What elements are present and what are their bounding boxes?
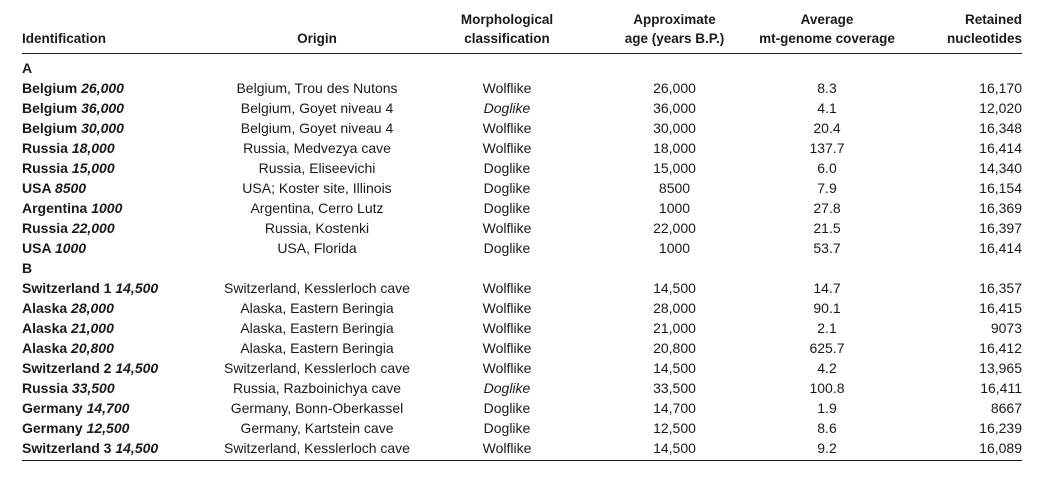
nucleotides-cell: 16,170 — [979, 80, 1022, 96]
origin-cell: Belgium, Goyet niveau 4 — [240, 120, 394, 136]
coverage-cell: 4.1 — [817, 100, 837, 116]
age-cell: 14,500 — [653, 280, 696, 296]
morphology-cell: Wolflike — [482, 280, 532, 296]
morphology-cell: Doglike — [483, 200, 531, 216]
identification-cell — [22, 238, 222, 258]
identification-cell — [22, 118, 222, 138]
table-row — [22, 198, 1022, 218]
table-row — [22, 218, 1022, 238]
nucleotides-cell: 16,089 — [907, 438, 1022, 461]
age-cell: 14,500 — [653, 360, 696, 376]
table-row — [22, 438, 1022, 461]
identification-cell — [22, 358, 222, 378]
identification-age: 30,000 — [81, 120, 124, 136]
identification-place: Russia — [22, 380, 68, 396]
table-body — [22, 54, 1022, 461]
identification-cell — [22, 378, 222, 398]
identification-place: Germany — [22, 400, 83, 416]
nucleotides-cell: 16,154 — [979, 180, 1022, 196]
identification-age: 14,700 — [86, 400, 130, 416]
morphology-cell: Doglike — [483, 180, 531, 196]
identification-cell — [22, 78, 222, 98]
identification-place: Germany — [22, 420, 83, 436]
origin-cell: Germany, Kartstein cave — [240, 420, 394, 436]
origin-cell: Germany, Bonn-Oberkassel — [230, 400, 404, 416]
identification-cell — [22, 178, 222, 198]
table-row — [22, 178, 1022, 198]
origin-cell: Russia, Kostenki — [264, 220, 370, 236]
age-cell: 1000 — [658, 240, 691, 256]
header-row — [22, 8, 1022, 54]
age-cell: 28,000 — [653, 300, 696, 316]
identification-age: 21,000 — [71, 320, 114, 336]
age-cell: 21,000 — [653, 320, 696, 336]
identification-place: USA — [22, 240, 52, 256]
origin-cell: Switzerland, Kesslerloch cave — [222, 438, 412, 461]
morphology-cell: Wolflike — [412, 438, 602, 461]
identification-age: 14,500 — [115, 440, 159, 456]
nucleotides-cell: 16,412 — [979, 340, 1022, 356]
table-row — [22, 298, 1022, 318]
coverage-cell: 8.6 — [817, 420, 837, 436]
identification-place: Belgium — [22, 120, 78, 136]
origin-cell: Alaska, Eastern Beringia — [240, 340, 394, 356]
coverage-cell: 21.5 — [813, 220, 841, 236]
nucleotides-cell: 16,369 — [979, 200, 1022, 216]
identification-place: Switzerland 2 — [22, 360, 112, 376]
nucleotides-cell: 13,965 — [979, 360, 1022, 376]
identification-place: Alaska — [22, 300, 68, 316]
table-row — [22, 398, 1022, 418]
origin-cell: Alaska, Eastern Beringia — [240, 320, 394, 336]
identification-place: Switzerland 3 — [22, 440, 112, 456]
origin-cell: USA, Florida — [277, 240, 357, 256]
nucleotides-cell: 16,414 — [979, 140, 1022, 156]
section-row — [22, 54, 1022, 79]
header-identification: Identification — [22, 8, 222, 54]
nucleotides-cell: 14,340 — [979, 160, 1022, 176]
origin-cell: Switzerland, Kesslerloch cave — [224, 280, 410, 296]
coverage-cell: 137.7 — [809, 140, 845, 156]
age-cell: 8500 — [658, 180, 691, 196]
coverage-cell: 20.4 — [813, 120, 841, 136]
table-row — [22, 338, 1022, 358]
identification-age: 18,000 — [71, 140, 115, 156]
section-label: B — [22, 260, 33, 276]
morphology-cell: Wolflike — [482, 140, 532, 156]
nucleotides-cell: 16,411 — [980, 380, 1022, 396]
origin-cell: Belgium, Trou des Nutons — [236, 80, 398, 96]
identification-cell — [22, 138, 222, 158]
coverage-cell: 7.9 — [817, 180, 837, 196]
data-table-container — [22, 8, 1022, 461]
identification-place: Belgium — [22, 100, 78, 116]
coverage-cell: 625.7 — [809, 340, 845, 356]
table-header — [22, 8, 1022, 54]
identification-cell — [22, 398, 222, 418]
origin-cell: Russia, Razboinichya cave — [232, 380, 402, 396]
samples-table — [22, 8, 1022, 461]
coverage-cell: 27.8 — [813, 200, 841, 216]
identification-age: 15,000 — [71, 160, 115, 176]
section-label: A — [22, 60, 33, 76]
identification-place: Alaska — [22, 320, 68, 336]
morphology-cell: Wolflike — [482, 220, 532, 236]
section-row — [22, 258, 1022, 278]
identification-cell — [22, 198, 222, 218]
table-row — [22, 238, 1022, 258]
morphology-cell: Doglike — [483, 240, 531, 256]
coverage-cell: 2.1 — [817, 320, 837, 336]
morphology-cell: Wolflike — [482, 360, 532, 376]
coverage-cell: 100.8 — [809, 380, 845, 396]
identification-age: 22,000 — [71, 220, 115, 236]
identification-cell — [22, 278, 222, 298]
age-cell: 18,000 — [653, 140, 696, 156]
morphology-cell: Doglike — [483, 160, 531, 176]
identification-cell — [22, 98, 222, 118]
coverage-cell: 9.2 — [747, 438, 907, 461]
identification-age: 8500 — [54, 180, 87, 196]
identification-age: 1000 — [91, 200, 123, 216]
origin-cell: Belgium, Goyet niveau 4 — [240, 100, 394, 116]
morphology-cell: Wolflike — [482, 320, 532, 336]
table-row — [22, 138, 1022, 158]
coverage-cell: 90.1 — [813, 300, 841, 316]
header-average-coverage: Average mt-genome coverage — [747, 8, 907, 54]
identification-place: Russia — [22, 220, 68, 236]
identification-cell — [22, 298, 222, 318]
nucleotides-cell: 16,357 — [979, 280, 1022, 296]
identification-place: USA — [22, 180, 52, 196]
table-row — [22, 358, 1022, 378]
table-row — [22, 158, 1022, 178]
age-cell: 26,000 — [653, 80, 696, 96]
age-cell: 30,000 — [653, 120, 696, 136]
table-row — [22, 98, 1022, 118]
morphology-cell: Wolflike — [482, 300, 532, 316]
identification-age: 12,500 — [86, 420, 130, 436]
identification-age: 14,500 — [115, 280, 159, 296]
nucleotides-cell: 16,348 — [979, 120, 1022, 136]
nucleotides-cell: 8667 — [990, 400, 1022, 416]
identification-cell — [22, 158, 222, 178]
identification-place: Belgium — [22, 80, 78, 96]
age-cell: 20,800 — [653, 340, 696, 356]
table-row — [22, 378, 1022, 398]
coverage-cell: 8.3 — [817, 80, 837, 96]
identification-cell — [22, 218, 222, 238]
identification-cell — [22, 438, 222, 461]
age-cell: 36,000 — [653, 100, 696, 116]
age-cell: 1000 — [658, 200, 691, 216]
morphology-cell: Doglike — [483, 400, 531, 416]
origin-cell: USA; Koster site, Illinois — [242, 180, 392, 196]
nucleotides-cell: 16,414 — [979, 240, 1022, 256]
coverage-cell: 4.2 — [817, 360, 837, 376]
identification-place: Alaska — [22, 340, 68, 356]
nucleotides-cell: 16,397 — [979, 220, 1022, 236]
identification-age: 1000 — [54, 240, 87, 256]
table-row — [22, 278, 1022, 298]
morphology-cell: Doglike — [483, 100, 531, 116]
morphology-cell: Doglike — [483, 380, 531, 396]
header-retained-nucleotides: Retained nucleotides — [907, 8, 1022, 54]
identification-age: 28,000 — [71, 300, 114, 316]
coverage-cell: 14.7 — [813, 280, 841, 296]
identification-cell — [22, 318, 222, 338]
origin-cell: Russia, Medvezya cave — [243, 140, 391, 156]
age-cell: 12,500 — [653, 420, 696, 436]
header-morphological-classification: Morphological classification — [412, 8, 602, 54]
header-origin: Origin — [222, 8, 412, 54]
identification-age: 26,000 — [81, 80, 124, 96]
identification-place: Russia — [22, 140, 68, 156]
header-approximate-age: Approximate age (years B.P.) — [602, 8, 747, 54]
origin-cell: Argentina, Cerro Lutz — [250, 200, 384, 216]
origin-cell: Russia, Eliseevichi — [258, 160, 376, 176]
table-row — [22, 118, 1022, 138]
identification-age: 20,800 — [71, 340, 114, 356]
age-cell: 14,700 — [653, 400, 696, 416]
origin-cell: Alaska, Eastern Beringia — [240, 300, 394, 316]
age-cell: 22,000 — [653, 220, 696, 236]
table-row — [22, 78, 1022, 98]
coverage-cell: 1.9 — [817, 400, 837, 416]
nucleotides-cell: 16,415 — [979, 300, 1022, 316]
identification-place: Russia — [22, 160, 68, 176]
identification-cell — [22, 338, 222, 358]
identification-place: Argentina — [22, 200, 88, 216]
nucleotides-cell: 9073 — [990, 320, 1022, 336]
identification-place: Switzerland 1 — [22, 280, 112, 296]
nucleotides-cell: 16,239 — [979, 420, 1022, 436]
coverage-cell: 6.0 — [817, 160, 837, 176]
coverage-cell: 53.7 — [813, 240, 841, 256]
age-cell: 14,500 — [602, 438, 747, 461]
nucleotides-cell: 12,020 — [979, 100, 1022, 116]
morphology-cell: Wolflike — [482, 120, 532, 136]
morphology-cell: Doglike — [483, 420, 531, 436]
origin-cell: Switzerland, Kesslerloch cave — [224, 360, 410, 376]
identification-age: 36,000 — [81, 100, 124, 116]
table-row — [22, 318, 1022, 338]
age-cell: 33,500 — [653, 380, 696, 396]
morphology-cell: Wolflike — [482, 80, 532, 96]
identification-cell — [22, 418, 222, 438]
identification-age: 14,500 — [115, 360, 159, 376]
morphology-cell: Wolflike — [482, 340, 532, 356]
identification-age: 33,500 — [71, 380, 115, 396]
table-row — [22, 418, 1022, 438]
age-cell: 15,000 — [653, 160, 696, 176]
